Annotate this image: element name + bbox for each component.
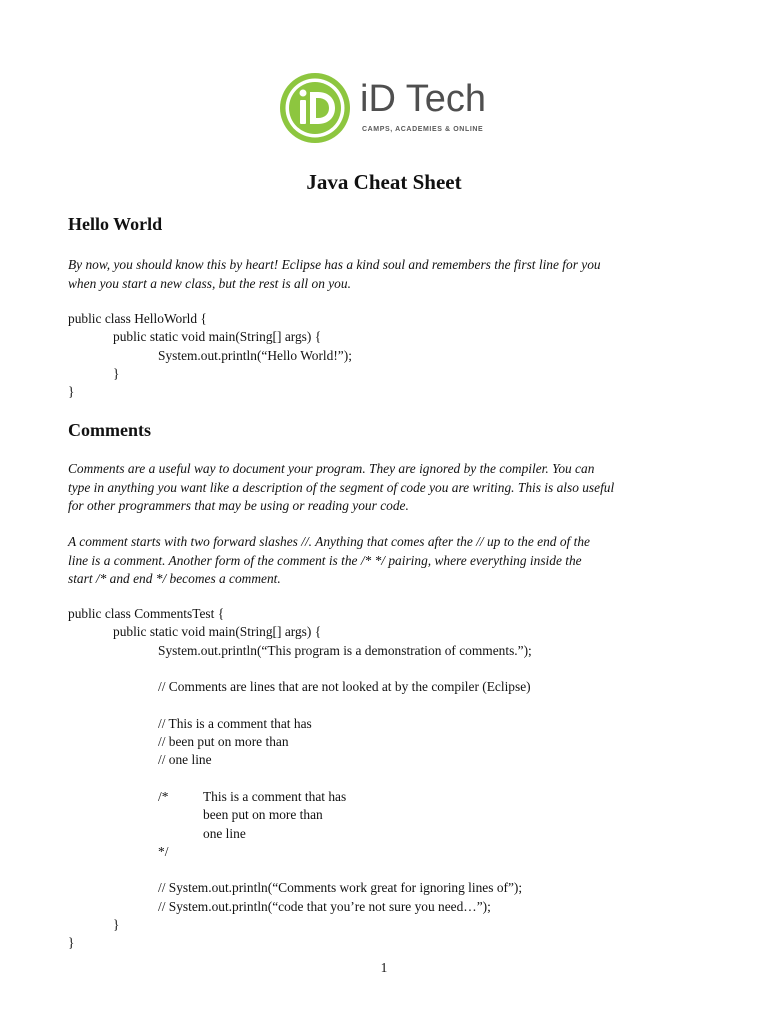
logo-tagline: CAMPS, ACADEMIES & ONLINE [362, 126, 484, 133]
paragraph-line: start /* and end */ becomes a comment. [68, 571, 281, 586]
code-line: System.out.println(“This program is a demonstration of comments.”); [158, 642, 532, 658]
comments-paragraph-1 [68, 460, 708, 516]
id-tech-logo [277, 70, 497, 142]
code-line: public class HelloWorld { [68, 311, 207, 326]
hello-world-intro [68, 256, 708, 293]
logo-wordmark: iD Tech [360, 78, 487, 120]
section-heading-hello-world: Hello World [68, 214, 163, 234]
code-line [68, 788, 532, 806]
paragraph-line: type in anything you want like a description of the segment of code you are writing. This is also useful [68, 479, 615, 495]
block-comment-text: one line [203, 825, 246, 841]
block-comment-text: This is a comment that has [203, 788, 347, 804]
code-line: public static void main(String[] args) { [113, 329, 322, 345]
code-line: // This is a comment that has [158, 715, 312, 731]
code-line: } [113, 365, 120, 381]
section-heading-comments: Comments [68, 420, 151, 440]
code-line [68, 806, 532, 824]
id-tech-logo-icon [277, 70, 353, 146]
code-line: // System.out.println(“code that you’re not sure you need…”); [158, 898, 491, 914]
paragraph-line: for other programmers that may be using or reading your code. [68, 498, 409, 513]
blank-line [68, 770, 532, 788]
code-line: } [68, 935, 75, 951]
code-line: */ [158, 843, 169, 859]
paragraph-line: By now, you should know this by heart! Eclipse has a kind soul and remembers the first line for you [68, 257, 601, 272]
page-number: 1 [380, 960, 388, 975]
paragraph-line: when you start a new class, but the rest is all on you. [68, 275, 351, 291]
code-line: // been put on more than [158, 734, 289, 750]
code-line: } [113, 917, 120, 933]
comments-paragraph-2 [68, 533, 708, 589]
blank-line [68, 696, 532, 714]
code-line: // one line [158, 752, 212, 768]
code-line: public static void main(String[] args) { [113, 624, 322, 640]
paragraph-line: line is a comment. Another form of the comment is the /* */ pairing, where everything inside the [68, 552, 582, 568]
code-line: // Comments are lines that are not looked at by the compiler (Eclipse) [158, 679, 531, 695]
code-line: } [68, 384, 75, 400]
hello-world-code-block [68, 310, 352, 401]
document-title: Java Cheat Sheet [306, 170, 462, 194]
code-line: System.out.println(“Hello World!”); [158, 347, 352, 363]
code-line: public class CommentsTest { [68, 606, 225, 621]
block-comment-text: been put on more than [203, 807, 323, 823]
blank-line [68, 660, 532, 678]
blank-line [68, 861, 532, 879]
paragraph-line: A comment starts with two forward slashes //. Anything that comes after the // up to the end of the [68, 534, 590, 549]
code-line [68, 825, 532, 843]
comments-code-block [68, 605, 532, 953]
block-comment-open: /* [158, 788, 169, 804]
code-line: // System.out.println(“Comments work great for ignoring lines of”); [158, 880, 523, 896]
paragraph-line: Comments are a useful way to document your program. They are ignored by the compiler. You can [68, 461, 595, 476]
